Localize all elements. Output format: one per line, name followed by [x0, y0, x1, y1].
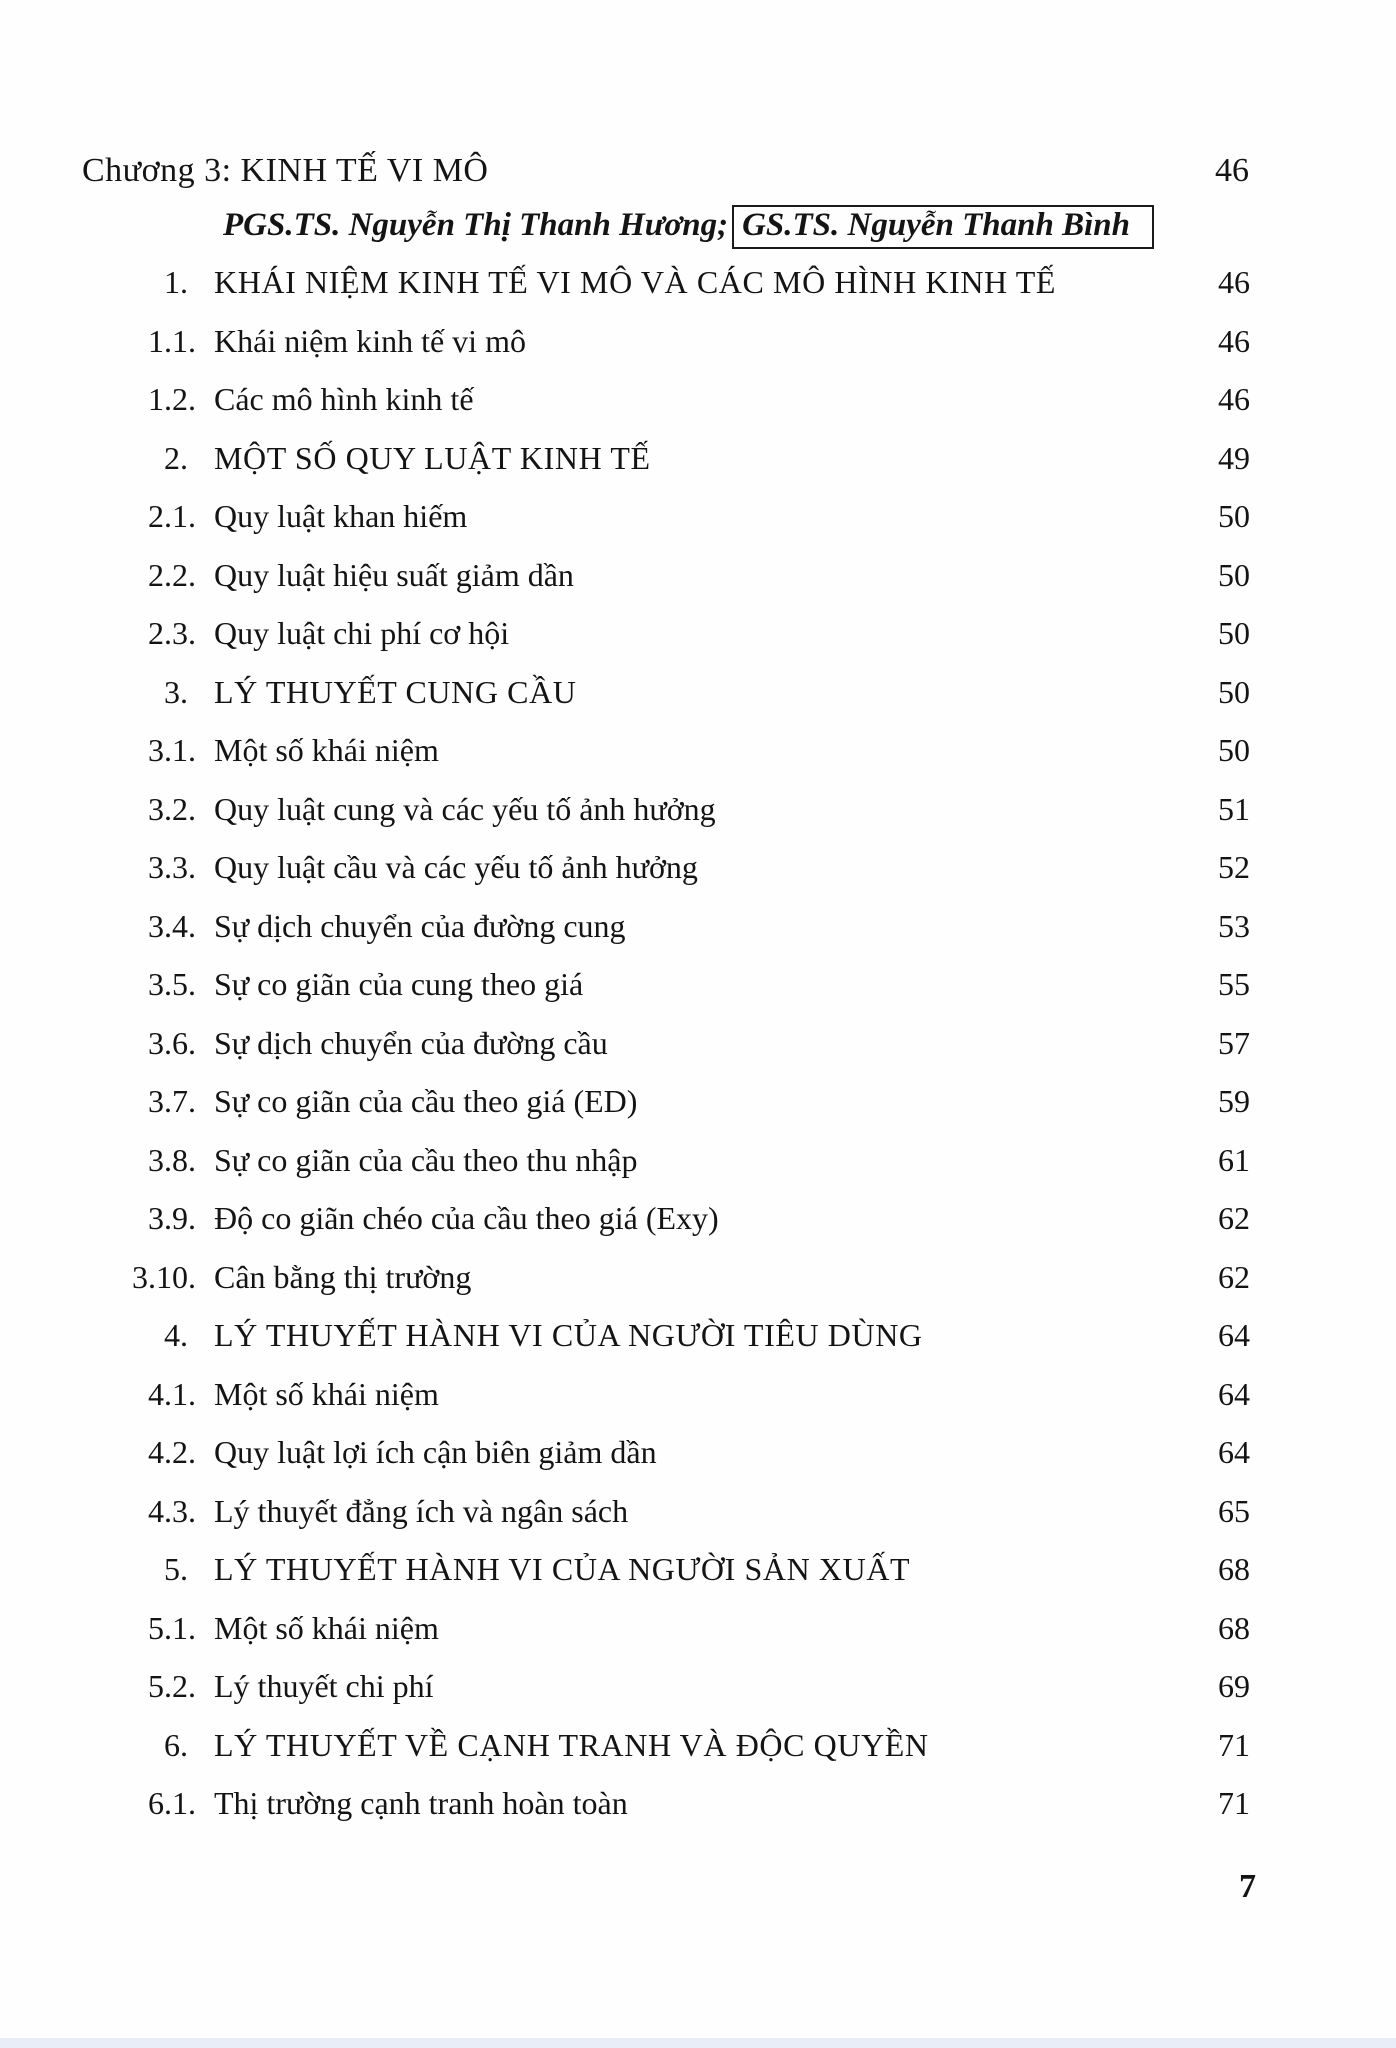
toc-entry-title: Sự dịch chuyển của đường cung [214, 907, 626, 944]
toc-entry-title: LÝ THUYẾT CUNG CẦU [214, 673, 577, 710]
toc-entry-page: 64 [1218, 1375, 1250, 1412]
toc-entry-page: 71 [1218, 1785, 1250, 1821]
toc-entry-title: Một số khái niệm [214, 732, 439, 768]
toc-entry-title: Quy luật hiệu suất giảm dần [214, 556, 574, 593]
toc-section-row [0, 1545, 1396, 1604]
toc-entry-title: Lý thuyết chi phí [214, 1668, 434, 1704]
toc-subsection-row [0, 843, 1396, 902]
toc-subsection-row [0, 317, 1396, 376]
toc-entry-number: 2. [164, 439, 188, 476]
toc-section-row [0, 258, 1396, 317]
toc-subsection-row [0, 1662, 1396, 1721]
toc-entry-title: Quy luật lợi ích cận biên giảm dần [214, 1434, 657, 1470]
toc-subsection-row [0, 1779, 1396, 1838]
toc-entry-title: Một số khái niệm [214, 1375, 439, 1412]
toc-entry-page: 68 [1218, 1609, 1250, 1646]
toc-entry-title: Sự dịch chuyển của đường cầu [214, 1024, 608, 1061]
toc-entry-number: 1. [164, 264, 188, 300]
toc-entry-page: 46 [1218, 381, 1250, 417]
toc-subsection-row [0, 1019, 1396, 1078]
toc-entry-page: 62 [1218, 1258, 1250, 1295]
toc-entry-page: 62 [1218, 1200, 1250, 1236]
toc-entry-number: 4.2. [148, 1434, 196, 1470]
toc-entry-number: 3.2. [148, 790, 196, 827]
toc-entry-number: 5. [164, 1551, 188, 1587]
toc-entry-page: 59 [1218, 1083, 1250, 1119]
toc-entry-page: 52 [1218, 849, 1250, 885]
toc-entry-number: 5.1. [148, 1609, 196, 1646]
chapter-authors [223, 207, 1154, 244]
toc-entry-number: 3.3. [148, 849, 196, 885]
toc-entry-title: Quy luật cung và các yếu tố ảnh hưởng [214, 790, 716, 827]
toc-entry-number: 1.2. [148, 381, 196, 417]
toc-entry-title: LÝ THUYẾT VỀ CẠNH TRANH VÀ ĐỘC QUYỀN [214, 1726, 929, 1763]
toc-entry-title: Quy luật cầu và các yếu tố ảnh hưởng [214, 849, 698, 885]
toc-entry-page: 68 [1218, 1551, 1250, 1587]
toc-entry-title: Một số khái niệm [214, 1609, 439, 1646]
toc-entry-title: Độ co giãn chéo của cầu theo giá (Exy) [214, 1200, 719, 1236]
toc-subsection-row [0, 1136, 1396, 1195]
toc-entry-title: KHÁI NIỆM KINH TẾ VI MÔ VÀ CÁC MÔ HÌNH KINH TẾ [214, 264, 1057, 300]
toc-entry-page: 69 [1218, 1668, 1250, 1704]
toc-entry-title: Sự co giãn của cung theo giá [214, 966, 584, 1002]
toc-subsection-row [0, 726, 1396, 785]
toc-subsection-row [0, 785, 1396, 844]
chapter-page-number: 46 [1215, 152, 1249, 189]
toc-entry-title: Quy luật chi phí cơ hội [214, 615, 510, 651]
toc-entry-page: 65 [1218, 1492, 1250, 1529]
chapter-title: Chương 3: KINH TẾ VI MÔ [82, 152, 489, 189]
scan-edge-strip [0, 2038, 1396, 2048]
toc-entry-title: Quy luật khan hiếm [214, 498, 468, 534]
toc-entry-page: 64 [1218, 1317, 1250, 1353]
toc-entry-number: 3.10. [132, 1258, 196, 1295]
toc-subsection-row [0, 551, 1396, 610]
toc-entry-number: 3.8. [148, 1141, 196, 1178]
toc-entry-number: 3.1. [148, 732, 196, 768]
toc-subsection-row [0, 492, 1396, 551]
toc-entry-title: Các mô hình kinh tế [214, 381, 474, 417]
toc-entry-number: 2.1. [148, 498, 196, 534]
toc-entry-page: 61 [1218, 1141, 1250, 1178]
toc-entry-title: LÝ THUYẾT HÀNH VI CỦA NGƯỜI TIÊU DÙNG [214, 1317, 923, 1353]
toc-entry-title: LÝ THUYẾT HÀNH VI CỦA NGƯỜI SẢN XUẤT [214, 1551, 911, 1587]
toc-entry-page: 49 [1218, 439, 1250, 476]
toc-entry-page: 50 [1218, 615, 1250, 651]
toc-subsection-row [0, 1604, 1396, 1663]
toc-subsection-row [0, 1370, 1396, 1429]
toc-subsection-row [0, 609, 1396, 668]
toc-entry-number: 3.4. [148, 907, 196, 944]
toc-entry-title: MỘT SỐ QUY LUẬT KINH TẾ [214, 439, 651, 476]
author-secondary-boxed: GS.TS. Nguyễn Thanh Bình [732, 205, 1154, 249]
toc-entry-title: Lý thuyết đẳng ích và ngân sách [214, 1492, 629, 1529]
toc-entry-number: 3.6. [148, 1024, 196, 1061]
page-number: 7 [1239, 1868, 1256, 1905]
toc-subsection-row [0, 902, 1396, 961]
toc-subsection-row [0, 375, 1396, 434]
toc-entry-number: 5.2. [148, 1668, 196, 1704]
toc-entry-title: Sự co giãn của cầu theo thu nhập [214, 1141, 638, 1178]
toc-entry-number: 3.7. [148, 1083, 196, 1119]
toc-entry-number: 2.3. [148, 615, 196, 651]
toc-subsection-row [0, 1077, 1396, 1136]
toc-entry-number: 2.2. [148, 556, 196, 593]
toc-entry-page: 50 [1218, 498, 1250, 534]
toc-entry-page: 71 [1218, 1726, 1250, 1763]
toc-entry-page: 50 [1218, 556, 1250, 593]
toc-subsection-row [0, 1253, 1396, 1312]
toc-entry-number: 3. [164, 673, 188, 710]
toc-entry-page: 50 [1218, 673, 1250, 710]
toc-subsection-row [0, 1428, 1396, 1487]
author-primary: PGS.TS. Nguyễn Thị Thanh Hương; [223, 207, 729, 243]
toc-entry-number: 3.5. [148, 966, 196, 1002]
toc-entry-title: Cân bằng thị trường [214, 1258, 472, 1295]
toc-section-row [0, 668, 1396, 727]
toc-entry-number: 6. [164, 1726, 188, 1763]
toc-entry-title: Thị trường cạnh tranh hoàn toàn [214, 1785, 628, 1821]
toc-subsection-row [0, 960, 1396, 1019]
toc-entry-number: 4.1. [148, 1375, 196, 1412]
toc-entry-page: 57 [1218, 1024, 1250, 1061]
toc-entry-page: 55 [1218, 966, 1250, 1002]
toc-entry-number: 6.1. [148, 1785, 196, 1821]
toc-entry-number: 4. [164, 1317, 188, 1353]
toc-entry-number: 4.3. [148, 1492, 196, 1529]
toc-entry-page: 50 [1218, 732, 1250, 768]
toc-entry-title: Sự co giãn của cầu theo giá (ED) [214, 1083, 638, 1119]
toc-entry-page: 51 [1218, 790, 1250, 827]
toc-subsection-row [0, 1194, 1396, 1253]
table-of-contents [0, 258, 1396, 1838]
toc-subsection-row [0, 1487, 1396, 1546]
toc-section-row [0, 434, 1396, 493]
toc-section-row [0, 1721, 1396, 1780]
toc-entry-page: 53 [1218, 907, 1250, 944]
toc-entry-number: 3.9. [148, 1200, 196, 1236]
toc-entry-page: 46 [1218, 322, 1250, 359]
toc-entry-page: 46 [1218, 264, 1250, 300]
toc-section-row [0, 1311, 1396, 1370]
toc-entry-page: 64 [1218, 1434, 1250, 1470]
toc-entry-number: 1.1. [148, 322, 196, 359]
toc-entry-title: Khái niệm kinh tế vi mô [214, 322, 526, 359]
